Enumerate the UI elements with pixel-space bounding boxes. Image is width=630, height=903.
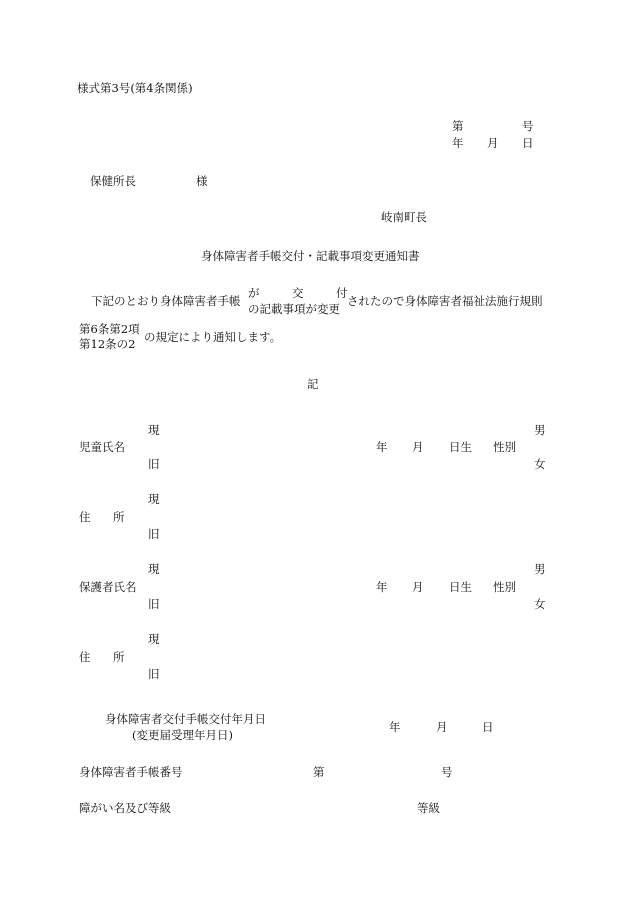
guardian-address-current-mark: 現: [148, 632, 160, 646]
child-male: 男: [534, 423, 546, 437]
guardian-female: 女: [534, 597, 546, 611]
addressee-title: 保健所長: [90, 174, 136, 188]
guardian-address-label-a: 住: [79, 650, 91, 664]
choice-kou: 交: [292, 286, 304, 300]
issue-date-month: 月: [436, 720, 448, 734]
child-former-mark: 旧: [148, 457, 160, 471]
disability-label: 障がい名及び等級: [79, 801, 171, 815]
child-month: 月: [412, 440, 424, 454]
child-address-former-mark: 旧: [148, 527, 160, 541]
choice-bottom: の記載事項が変更: [248, 302, 340, 316]
article-bottom: 第12条の2: [79, 337, 136, 351]
child-address-label-b: 所: [113, 510, 125, 524]
number-dai: 第: [452, 119, 464, 133]
guardian-male: 男: [534, 562, 546, 576]
child-name-label: 児童氏名: [79, 440, 125, 454]
child-female: 女: [534, 457, 546, 471]
child-address-label-a: 住: [79, 510, 91, 524]
guardian-born: 日生: [449, 580, 472, 594]
body-lead: 下記のとおり身体障害者手帳: [91, 294, 241, 308]
handbook-number-dai: 第: [313, 765, 325, 779]
number-go: 号: [522, 119, 534, 133]
guardian-current-mark: 現: [148, 562, 160, 576]
form-label: 様式第3号(第4条関係): [77, 81, 193, 95]
issue-date-label: 身体障害者交付手帳交付年月日: [105, 712, 266, 726]
guardian-address-label-b: 所: [113, 650, 125, 664]
issue-date-year: 年: [389, 720, 401, 734]
body-tail: されたので身体障害者福祉法施行規則: [347, 294, 543, 308]
date-day: 日: [522, 136, 534, 150]
issue-date-sub-label: (変更届受理年月日): [132, 728, 233, 742]
ki-heading: 記: [307, 377, 319, 391]
child-address-current-mark: 現: [148, 492, 160, 506]
disability-grade: 等級: [417, 801, 440, 815]
guardian-month: 月: [412, 580, 424, 594]
date-month: 月: [487, 136, 499, 150]
guardian-sex-label: 性別: [493, 580, 516, 594]
document-title: 身体障害者手帳交付・記載事項変更通知書: [201, 249, 420, 263]
guardian-year: 年: [376, 580, 388, 594]
article-tail: の規定により通知します。: [144, 330, 282, 344]
child-born: 日生: [449, 440, 472, 454]
issue-date-day: 日: [482, 720, 494, 734]
handbook-number-label: 身体障害者手帳番号: [79, 765, 183, 779]
choice-fu: 付: [336, 286, 348, 300]
child-sex-label: 性別: [493, 440, 516, 454]
guardian-former-mark: 旧: [148, 597, 160, 611]
child-current-mark: 現: [148, 423, 160, 437]
guardian-name-label: 保護者氏名: [79, 580, 137, 594]
addressee-honorific: 様: [196, 174, 208, 188]
choice-ga: が: [248, 286, 260, 300]
handbook-number-go: 号: [441, 765, 453, 779]
date-year: 年: [452, 136, 464, 150]
issuer: 岐南町長: [381, 210, 427, 224]
child-year: 年: [376, 440, 388, 454]
article-top: 第6条第2項: [79, 322, 140, 336]
guardian-address-former-mark: 旧: [148, 667, 160, 681]
